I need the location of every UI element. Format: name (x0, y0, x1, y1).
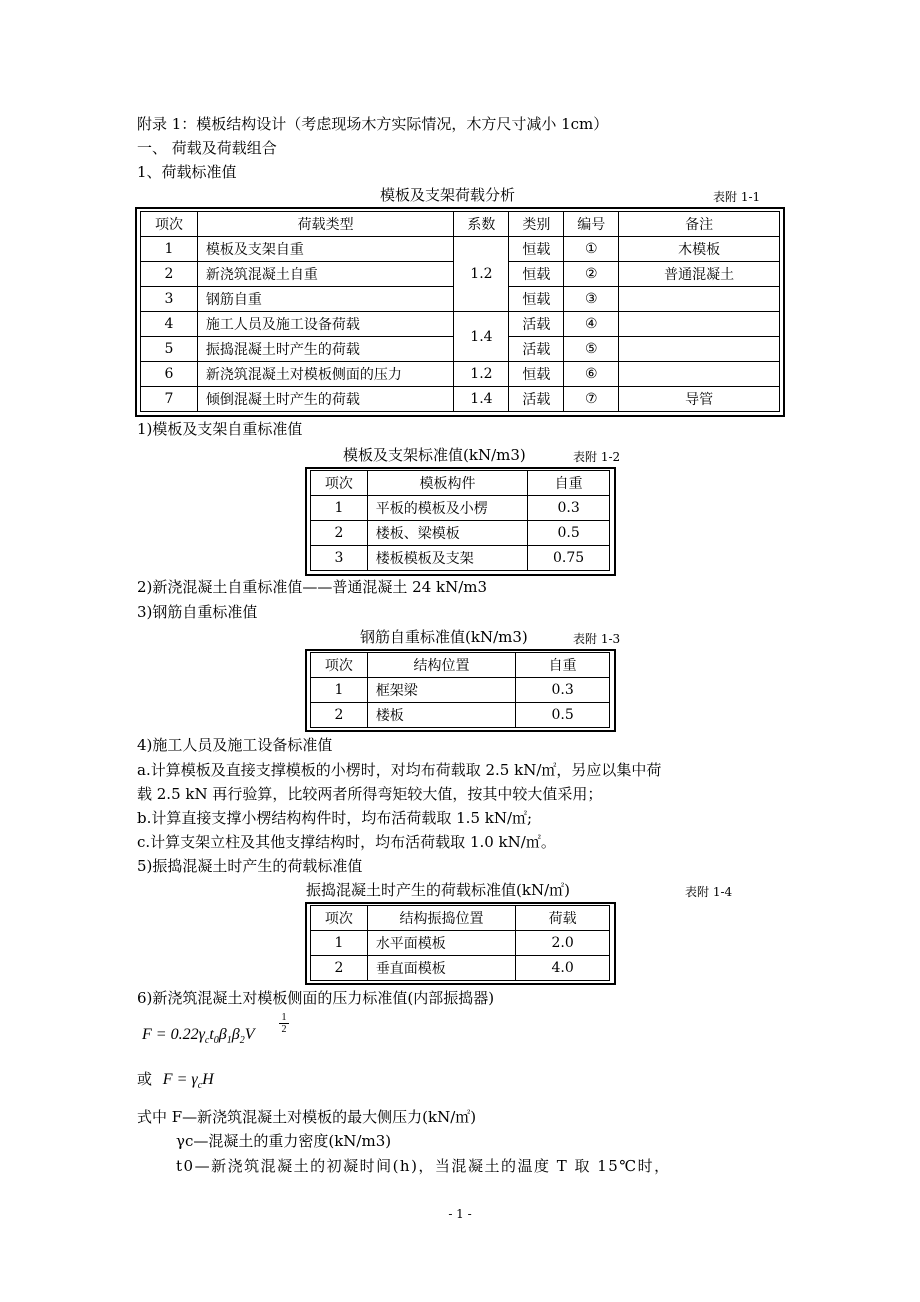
table-cell (619, 337, 780, 362)
table-cell: 恒载 (509, 262, 564, 287)
alt-formula-gamma: γ (191, 1071, 198, 1088)
table-cell: 普通混凝土 (619, 262, 780, 287)
subsection-1-title: 1、荷载标准值 (137, 163, 237, 181)
table-cell: 框架梁 (367, 678, 515, 703)
table-cell: 楼板 (367, 703, 515, 728)
table1-caption: 模板及支架荷载分析 (380, 186, 516, 204)
table-cell: 新浇筑混凝土自重 (197, 262, 454, 287)
table-cell: ⑤ (564, 337, 619, 362)
formula-gamma: γ (198, 1026, 205, 1043)
table1-header-cell: 类别 (509, 212, 564, 237)
table2-header-cell: 模板构件 (367, 471, 527, 496)
table-cell: 1 (311, 496, 368, 521)
table-cell: 水平面模板 (367, 931, 515, 956)
formula-v: V (244, 1026, 255, 1043)
table-cell: ⑥ (564, 362, 619, 387)
formula-t: t (209, 1026, 214, 1043)
table-row (311, 678, 610, 703)
table-row (311, 496, 610, 521)
table4-header-row (311, 906, 610, 931)
item-3-title: 3)钢筋自重标准值 (137, 603, 258, 621)
table-cell: 恒载 (509, 362, 564, 387)
table-cell: 0.3 (528, 496, 610, 521)
table-cell: 楼板、梁模板 (367, 521, 527, 546)
table-cell: 2 (141, 262, 198, 287)
vibration-load-table (310, 905, 610, 981)
table-cell: 0.75 (528, 546, 610, 571)
alt-formula-gamma-sub: c (197, 1080, 203, 1092)
table-cell: 1 (311, 931, 368, 956)
table-cell (619, 362, 780, 387)
table-cell: 1 (311, 678, 368, 703)
table-row (141, 237, 780, 262)
table2-header-row (311, 471, 610, 496)
table4-caption: 振捣混凝土时产生的荷载标准值(kN/㎡) (306, 881, 570, 899)
item-4-line-a-cont: 载 2.5 kN 再行验算，比较两者所得弯矩较大值，按其中较大值采用； (137, 785, 603, 803)
table3-caption: 钢筋自重标准值(kN/m3) (360, 628, 528, 646)
table-cell: ⑦ (564, 387, 619, 412)
formwork-weight-table (310, 470, 610, 571)
def-line-gamma: γc—混凝土的重力密度(kN/m3) (176, 1132, 392, 1150)
coefficient-cell: 1.2 (454, 362, 509, 387)
item-4-line-a: a.计算模板及直接支撑模板的小楞时，对均布荷载取 2.5 kN/㎡，另应以集中荷 (137, 761, 662, 779)
alt-formula-prefix: 或 (137, 1070, 153, 1088)
table2-tag: 表附 1-2 (573, 450, 621, 464)
table-cell: 垂直面模板 (367, 956, 515, 981)
exponent-numerator: 1 (281, 1012, 287, 1023)
table-cell: 3 (141, 287, 198, 312)
table-cell: 4.0 (516, 956, 610, 981)
table-cell: ① (564, 237, 619, 262)
table-row (311, 521, 610, 546)
alt-formula-lhs: F = (162, 1071, 188, 1088)
table1-header-row (141, 212, 780, 237)
formula-beta1-sub: 1 (226, 1035, 232, 1047)
alt-formula (137, 1068, 214, 1097)
table2-header-cell: 自重 (528, 471, 610, 496)
table-cell: 2 (311, 521, 368, 546)
table-cell: 新浇筑混凝土对模板侧面的压力 (197, 362, 454, 387)
table4-header-cell: 项次 (311, 906, 368, 931)
table3-header-row (311, 653, 610, 678)
coefficient-cell: 1.4 (454, 312, 509, 362)
table-cell: 2 (311, 703, 368, 728)
table-cell (619, 287, 780, 312)
table-cell: 钢筋自重 (197, 287, 454, 312)
table1-header-cell: 项次 (141, 212, 198, 237)
rebar-weight-table (310, 652, 610, 728)
table-row (141, 312, 780, 337)
table-cell: 振捣混凝土时产生的荷载 (197, 337, 454, 362)
table1-header-cell: 备注 (619, 212, 780, 237)
table-cell: 木模板 (619, 237, 780, 262)
table-cell: ④ (564, 312, 619, 337)
table-row (141, 387, 780, 412)
table4-header-cell: 荷载 (516, 906, 610, 931)
table-cell: 0.3 (516, 678, 610, 703)
table2-header-cell: 项次 (311, 471, 368, 496)
formula-gamma-sub: c (204, 1035, 210, 1047)
section-1-title: 一、 荷载及荷载组合 (137, 139, 277, 157)
alt-formula-h: H (202, 1071, 214, 1088)
table-cell: 倾倒混凝土时产生的荷载 (197, 387, 454, 412)
item-4-line-c: c.计算支架立柱及其他支撑结构时，均布活荷载取 1.0 kN/㎡。 (137, 833, 556, 851)
table1-tag: 表附 1-1 (713, 190, 761, 204)
table-cell: 活载 (509, 387, 564, 412)
table-row (141, 362, 780, 387)
formula-beta2: β (231, 1026, 240, 1043)
table4-header-cell: 结构振捣位置 (367, 906, 515, 931)
table-row (311, 931, 610, 956)
table-cell: 3 (311, 546, 368, 571)
page-number: - 1 - (448, 1207, 472, 1221)
table-cell: ③ (564, 287, 619, 312)
table-cell: 恒载 (509, 237, 564, 262)
table3-header-cell: 自重 (516, 653, 610, 678)
table-cell: 2 (311, 956, 368, 981)
lateral-pressure-formula (142, 1026, 255, 1046)
table-row (311, 956, 610, 981)
table-cell: 施工人员及施工设备荷载 (197, 312, 454, 337)
table-cell: 楼板模板及支架 (367, 546, 527, 571)
table-cell: 平板的模板及小楞 (367, 496, 527, 521)
table-cell: 5 (141, 337, 198, 362)
table3-header-cell: 结构位置 (367, 653, 515, 678)
table1-header-cell: 荷载类型 (197, 212, 454, 237)
def-line-t0: t0—新浇筑混凝土的初凝时间(h)，当混凝土的温度 T 取 15℃时， (176, 1157, 671, 1175)
page-title: 附录 1：模板结构设计（考虑现场木方实际情况，木方尺寸减小 1cm） (137, 115, 609, 133)
formula-lhs: F = 0.22 (142, 1026, 199, 1043)
coefficient-cell: 1.4 (454, 387, 509, 412)
load-analysis-table (140, 211, 780, 412)
table3-header-cell: 项次 (311, 653, 368, 678)
table4-tag: 表附 1-4 (685, 885, 733, 899)
formula-t-sub: 0 (213, 1035, 219, 1047)
table-cell: 0.5 (528, 521, 610, 546)
def-line-f: 式中 F—新浇筑混凝土对模板的最大侧压力(kN/㎡) (137, 1108, 477, 1126)
item-4-title: 4)施工人员及施工设备标准值 (137, 736, 333, 754)
table-cell: 0.5 (516, 703, 610, 728)
item-6-title: 6)新浇筑混凝土对模板侧面的压力标准值(内部振捣器) (137, 989, 495, 1007)
item-2-title: 2)新浇混凝土自重标准值——普通混凝土 24 kN/m3 (137, 578, 488, 596)
table-cell: 活载 (509, 312, 564, 337)
table1-header-cell: 编号 (564, 212, 619, 237)
formula-beta2-sub: 2 (239, 1035, 245, 1047)
table-cell: 4 (141, 312, 198, 337)
table2-caption: 模板及支架标准值(kN/m3) (343, 446, 526, 464)
table-cell: 恒载 (509, 287, 564, 312)
table-cell: 活载 (509, 337, 564, 362)
coefficient-cell: 1.2 (454, 237, 509, 312)
table-row (311, 546, 610, 571)
item-1-title: 1)模板及支架自重标准值 (137, 420, 303, 438)
exponent-denominator: 2 (279, 1023, 289, 1035)
formula-exponent (279, 1012, 289, 1035)
table3-tag: 表附 1-3 (573, 632, 621, 646)
table-cell (619, 312, 780, 337)
table1-header-cell: 系数 (454, 212, 509, 237)
table-cell: 1 (141, 237, 198, 262)
table-cell: 6 (141, 362, 198, 387)
item-4-line-b: b.计算直接支撑小楞结构构件时，均布活荷载取 1.5 kN/㎡; (137, 809, 533, 827)
item-5-title: 5)振捣混凝土时产生的荷载标准值 (137, 857, 363, 875)
table-cell: 模板及支架自重 (197, 237, 454, 262)
formula-beta1: β (218, 1026, 227, 1043)
table-cell: 7 (141, 387, 198, 412)
table-row (311, 703, 610, 728)
table-cell: 2.0 (516, 931, 610, 956)
table-cell: 导管 (619, 387, 780, 412)
table-cell: ② (564, 262, 619, 287)
